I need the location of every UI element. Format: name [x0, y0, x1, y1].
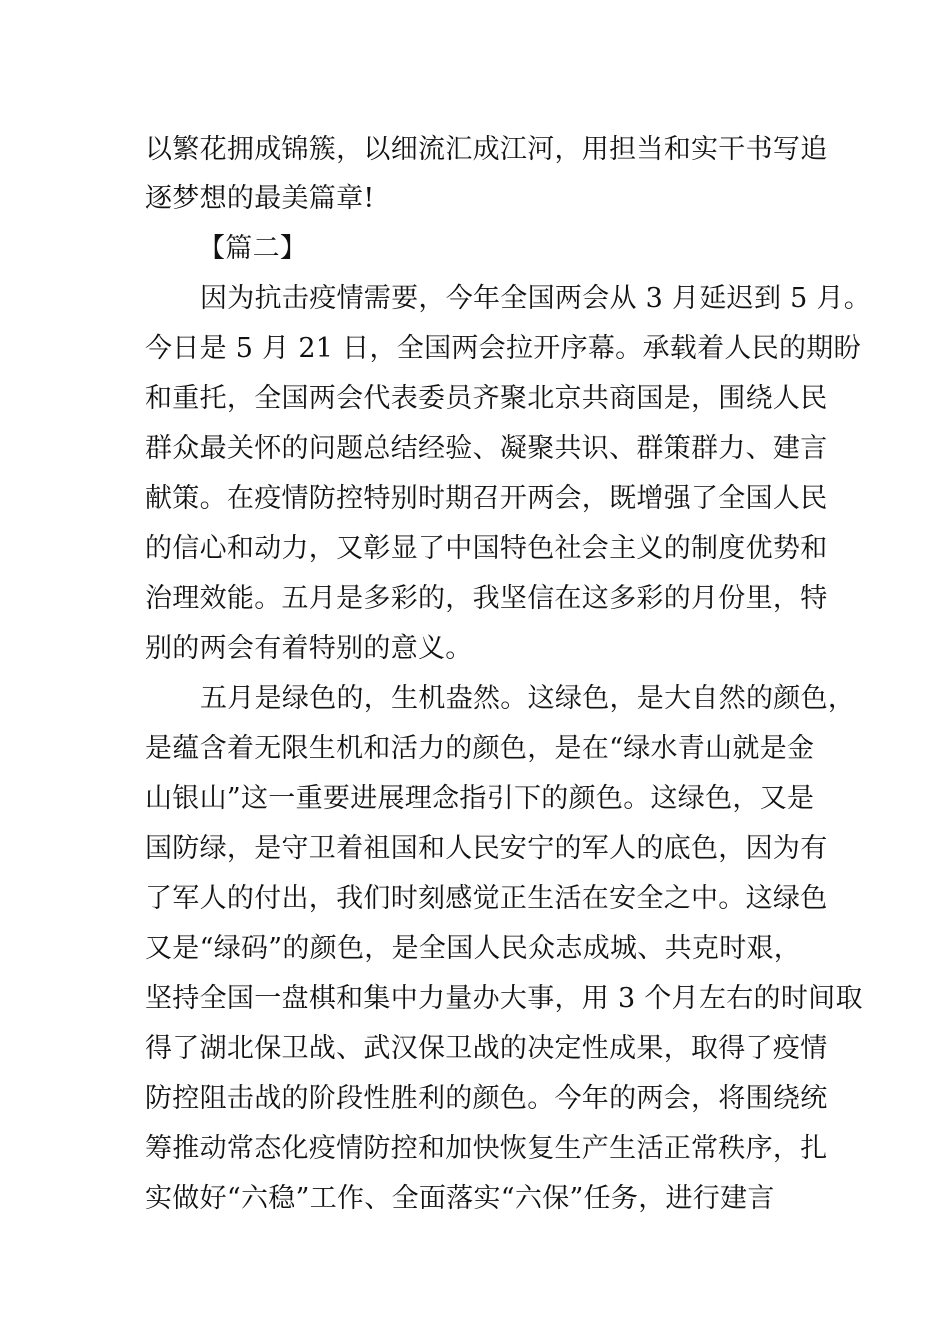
- text-line: 国防绿，是守卫着祖国和人民安宁的军人的底色，因为有: [145, 833, 828, 864]
- text-line: 今日是 5 月 21 日，全国两会拉开序幕。承载着人民的期盼: [145, 333, 861, 364]
- text-line: 以繁花拥成锦簇，以细流汇成江河，用担当和实干书写追: [145, 134, 828, 165]
- text-line: 坚持全国一盘棋和集中力量办大事，用 3 个月左右的时间取: [145, 983, 863, 1014]
- text-line: 群众最关怀的问题总结经验、凝聚共识、群策群力、建言: [145, 433, 828, 464]
- text-line: 因为抗击疫情需要，今年全国两会从 3 月延迟到 5 月。: [200, 283, 872, 314]
- text-line: 防控阻击战的阶段性胜利的颜色。今年的两会，将围绕统: [145, 1083, 828, 1114]
- section-heading: 【篇二】: [198, 233, 308, 264]
- text-line: 逐梦想的最美篇章!: [145, 183, 375, 214]
- text-line: 实做好“六稳”工作、全面落实“六保”任务，进行建言: [145, 1183, 775, 1214]
- text-line: 和重托，全国两会代表委员齐聚北京共商国是，围绕人民: [145, 383, 828, 414]
- text-line: 筹推动常态化疫情防控和加快恢复生产生活正常秩序，扎: [145, 1133, 828, 1164]
- text-line: 的信心和动力，又彰显了中国特色社会主义的制度优势和: [145, 533, 828, 564]
- text-line: 山银山”这一重要进展理念指引下的颜色。这绿色，又是: [145, 783, 815, 814]
- text-line: 了军人的付出，我们时刻感觉正生活在安全之中。这绿色: [145, 883, 828, 914]
- text-line: 治理效能。五月是多彩的，我坚信在这多彩的月份里，特: [145, 583, 828, 614]
- text-line: 五月是绿色的，生机盎然。这绿色，是大自然的颜色，: [200, 683, 856, 714]
- text-line: 别的两会有着特别的意义。: [145, 633, 473, 664]
- text-line: 献策。在疫情防控特别时期召开两会，既增强了全国人民: [145, 483, 828, 514]
- text-line: 是蕴含着无限生机和活力的颜色，是在“绿水青山就是金: [145, 733, 815, 764]
- text-line: 得了湖北保卫战、武汉保卫战的决定性成果，取得了疫情: [145, 1033, 828, 1064]
- text-line: 又是“绿码”的颜色，是全国人民众志成城、共克时艰，: [145, 933, 802, 964]
